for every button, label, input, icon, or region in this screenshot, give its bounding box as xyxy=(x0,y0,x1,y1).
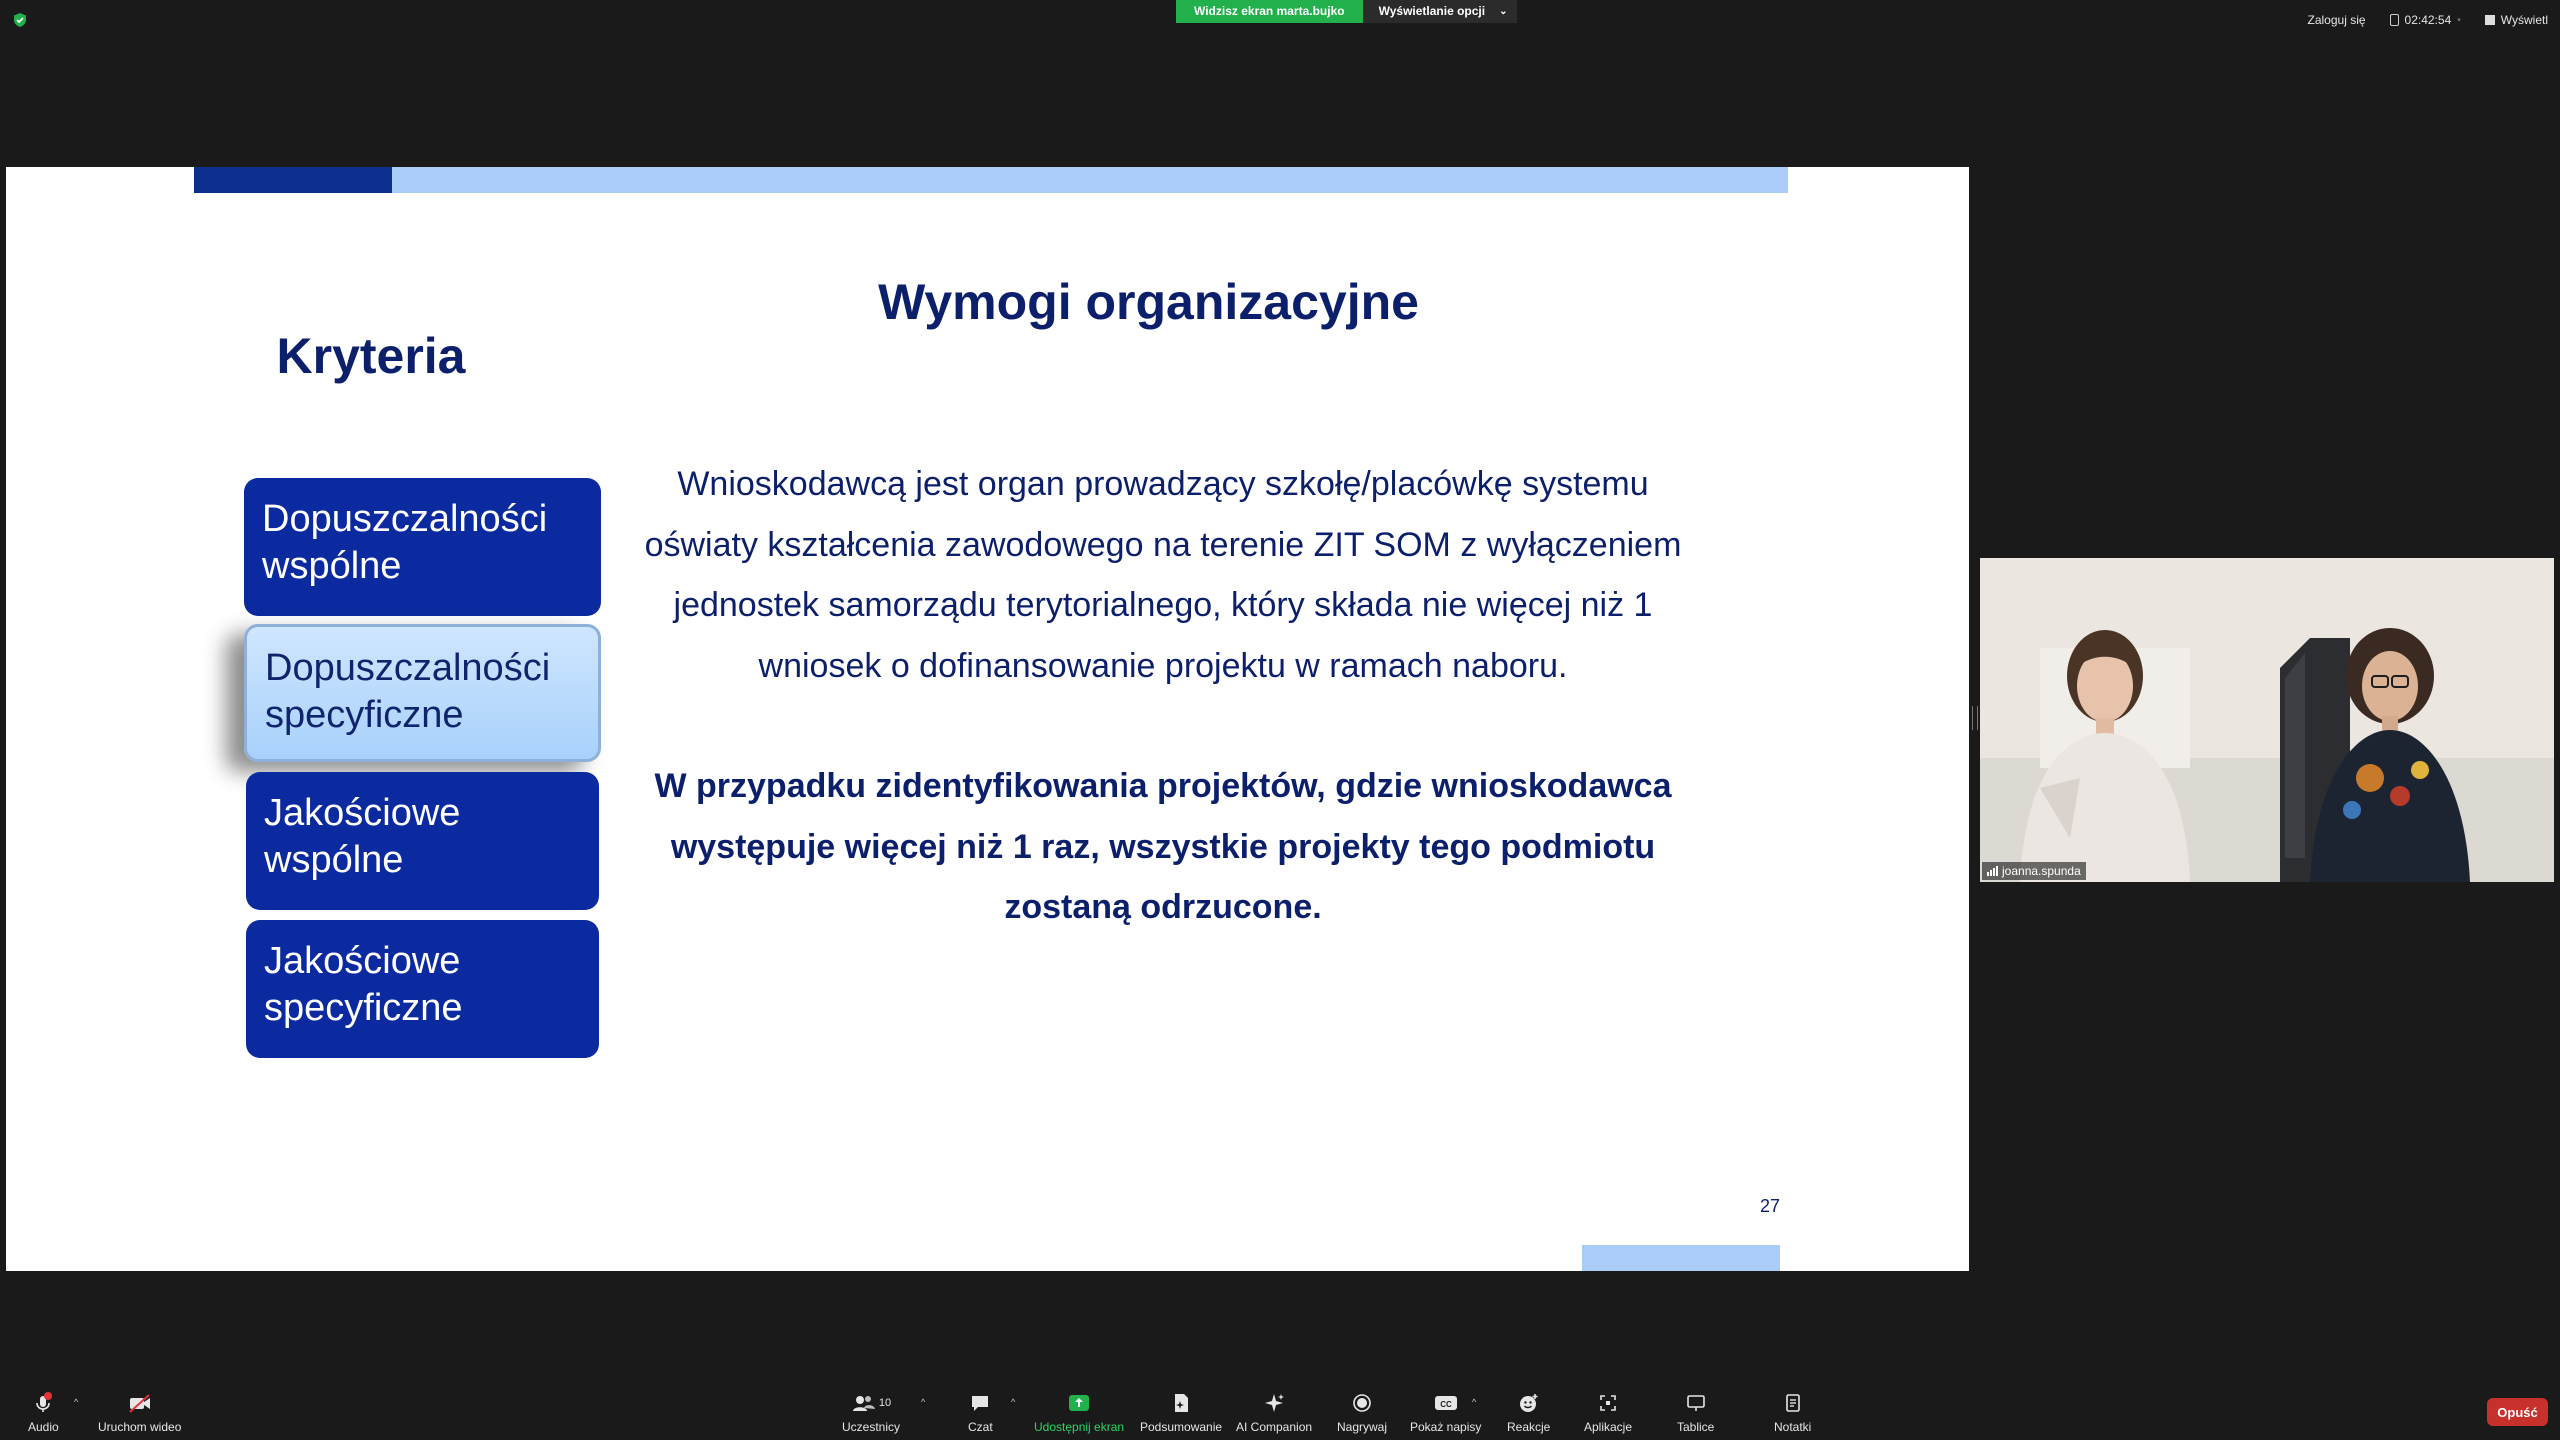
slide-page-number: 27 xyxy=(1760,1196,1781,1216)
ai-companion-label: AI Companion xyxy=(1236,1420,1313,1434)
whiteboard-icon xyxy=(1685,1392,1707,1414)
shared-slide xyxy=(6,167,1969,1271)
reactions-label: Reakcje xyxy=(1507,1420,1551,1434)
apps-icon xyxy=(1597,1392,1619,1414)
participants-icon xyxy=(851,1392,891,1414)
chat-label: Czat xyxy=(968,1420,993,1434)
show-captions-button[interactable] xyxy=(1410,1392,1481,1434)
share-screen-label: Udostępnij ekran xyxy=(1034,1420,1125,1434)
criteria-line: wspólne xyxy=(262,545,402,587)
slide-header-bar-dark xyxy=(194,167,392,193)
body-line: wniosek o dofinansowanie projektu w ramach naboru. xyxy=(758,646,1568,685)
reactions-button[interactable] xyxy=(1507,1392,1550,1434)
view-layout-icon xyxy=(2485,15,2495,25)
meeting-timer xyxy=(2378,0,2473,40)
whiteboards-button[interactable] xyxy=(1677,1392,1714,1434)
chat-options-caret-icon[interactable]: ^ xyxy=(1011,1397,1016,1407)
timer-value: 02:42:54 xyxy=(2404,13,2452,27)
criteria-line: Dopuszczalności xyxy=(262,498,548,540)
criteria-line: specyficzne xyxy=(265,694,464,736)
svg-text:CC: CC xyxy=(1439,1400,1452,1409)
login-label: Zaloguj się xyxy=(2307,13,2366,27)
slide-header-bar-light xyxy=(392,167,1788,193)
criteria-line: Dopuszczalności xyxy=(265,647,551,689)
whiteboards-label: Tablice xyxy=(1677,1420,1715,1434)
record-label: Nagrywaj xyxy=(1337,1420,1388,1434)
login-button[interactable] xyxy=(2296,0,2378,40)
criteria-heading: Kryteria xyxy=(276,328,466,384)
participants-label: Uczestnicy xyxy=(842,1420,901,1434)
top-right-controls xyxy=(2296,0,2560,40)
participant-name-tag xyxy=(1982,862,2086,880)
bold-line: zostaną odrzucone. xyxy=(1004,888,1322,926)
signal-strength-icon xyxy=(1987,866,1998,876)
slide-body-text xyxy=(644,454,1682,696)
ai-companion-button[interactable] xyxy=(1236,1392,1312,1434)
summary-document-icon xyxy=(1170,1392,1192,1414)
video-off-icon xyxy=(127,1392,153,1414)
criteria-box-common-admissibility xyxy=(244,478,601,616)
audio-button[interactable] xyxy=(28,1392,59,1434)
body-line: oświaty kształcenia zawodowego na terenie ZIT SOM z wyłączeniem xyxy=(644,525,1682,564)
record-button[interactable] xyxy=(1337,1392,1387,1434)
leave-meeting-button[interactable]: Opuść xyxy=(2487,1398,2548,1426)
notes-icon xyxy=(1782,1392,1804,1414)
view-label: Wyświetl xyxy=(2500,13,2548,27)
view-button[interactable] xyxy=(2473,0,2560,40)
reaction-smiley-icon xyxy=(1518,1392,1540,1414)
apps-label: Aplikacje xyxy=(1584,1420,1633,1434)
separator-dot-icon: • xyxy=(2457,14,2461,26)
audio-label: Audio xyxy=(28,1420,59,1434)
participant-video-tile[interactable] xyxy=(1980,558,2554,882)
slide-title: Wymogi organizacyjne xyxy=(878,274,1419,330)
participants-options-caret-icon[interactable]: ^ xyxy=(921,1397,926,1407)
screen-share-banner xyxy=(1176,0,1517,23)
criteria-line: Jakościowe xyxy=(264,792,461,834)
captions-options-caret-icon[interactable]: ^ xyxy=(1472,1397,1477,1407)
sparkle-icon xyxy=(1263,1392,1285,1414)
criteria-line: Jakościowe xyxy=(264,940,461,982)
show-captions-label: Pokaż napisy xyxy=(1410,1420,1482,1434)
viewing-screen-label: Widzisz ekran marta.bujko xyxy=(1176,0,1363,23)
microphone-icon xyxy=(32,1392,54,1414)
chevron-down-icon: ⌄ xyxy=(1499,6,1508,17)
shield-check-icon[interactable] xyxy=(12,12,28,28)
timer-icon xyxy=(2390,14,2399,26)
chat-button[interactable] xyxy=(968,1392,993,1434)
slide-bold-text xyxy=(644,756,1682,938)
bold-line: występuje więcej niż 1 raz, wszystkie projekty tego podmiotu xyxy=(670,827,1656,866)
summary-label: Podsumowanie xyxy=(1140,1420,1223,1434)
view-options-button[interactable] xyxy=(1363,0,1518,23)
closed-captions-icon xyxy=(1433,1392,1459,1414)
chat-icon xyxy=(969,1392,991,1414)
criteria-line: specyficzne xyxy=(264,987,463,1029)
participant-name: joanna.spunda xyxy=(2002,864,2081,878)
start-video-button[interactable] xyxy=(98,1392,181,1434)
criteria-line: wspólne xyxy=(264,839,404,881)
body-line: Wnioskodawcą jest organ prowadzący szkołę/placówkę systemu xyxy=(677,465,1649,503)
notes-label: Notatki xyxy=(1774,1420,1812,1434)
participants-count: 10 xyxy=(878,1397,892,1409)
audio-options-caret-icon[interactable]: ^ xyxy=(74,1397,79,1407)
notes-button[interactable] xyxy=(1774,1392,1811,1434)
body-line: jednostek samorządu terytorialnego, który składa nie więcej niż 1 xyxy=(673,586,1653,624)
view-options-label: Wyświetlanie opcji xyxy=(1378,4,1486,18)
share-screen-icon xyxy=(1067,1392,1091,1414)
bold-line: W przypadku zidentyfikowania projektów, gdzie wnioskodawca xyxy=(654,767,1672,805)
apps-button[interactable] xyxy=(1584,1392,1632,1434)
participants-button[interactable] xyxy=(842,1392,900,1434)
meeting-toolbar xyxy=(0,1380,2560,1440)
criteria-box-specific-admissibility xyxy=(244,624,601,762)
summary-button[interactable] xyxy=(1140,1392,1222,1434)
slide-footer-bar xyxy=(1582,1245,1780,1271)
criteria-box-common-quality xyxy=(246,772,599,910)
record-icon xyxy=(1351,1392,1373,1414)
panel-resize-handle[interactable] xyxy=(1972,706,1978,730)
start-video-label: Uruchom wideo xyxy=(98,1420,182,1434)
participant-video-feed xyxy=(1980,558,2554,882)
criteria-box-specific-quality xyxy=(246,920,599,1058)
share-screen-button[interactable] xyxy=(1034,1392,1124,1434)
top-bar xyxy=(0,0,2560,40)
